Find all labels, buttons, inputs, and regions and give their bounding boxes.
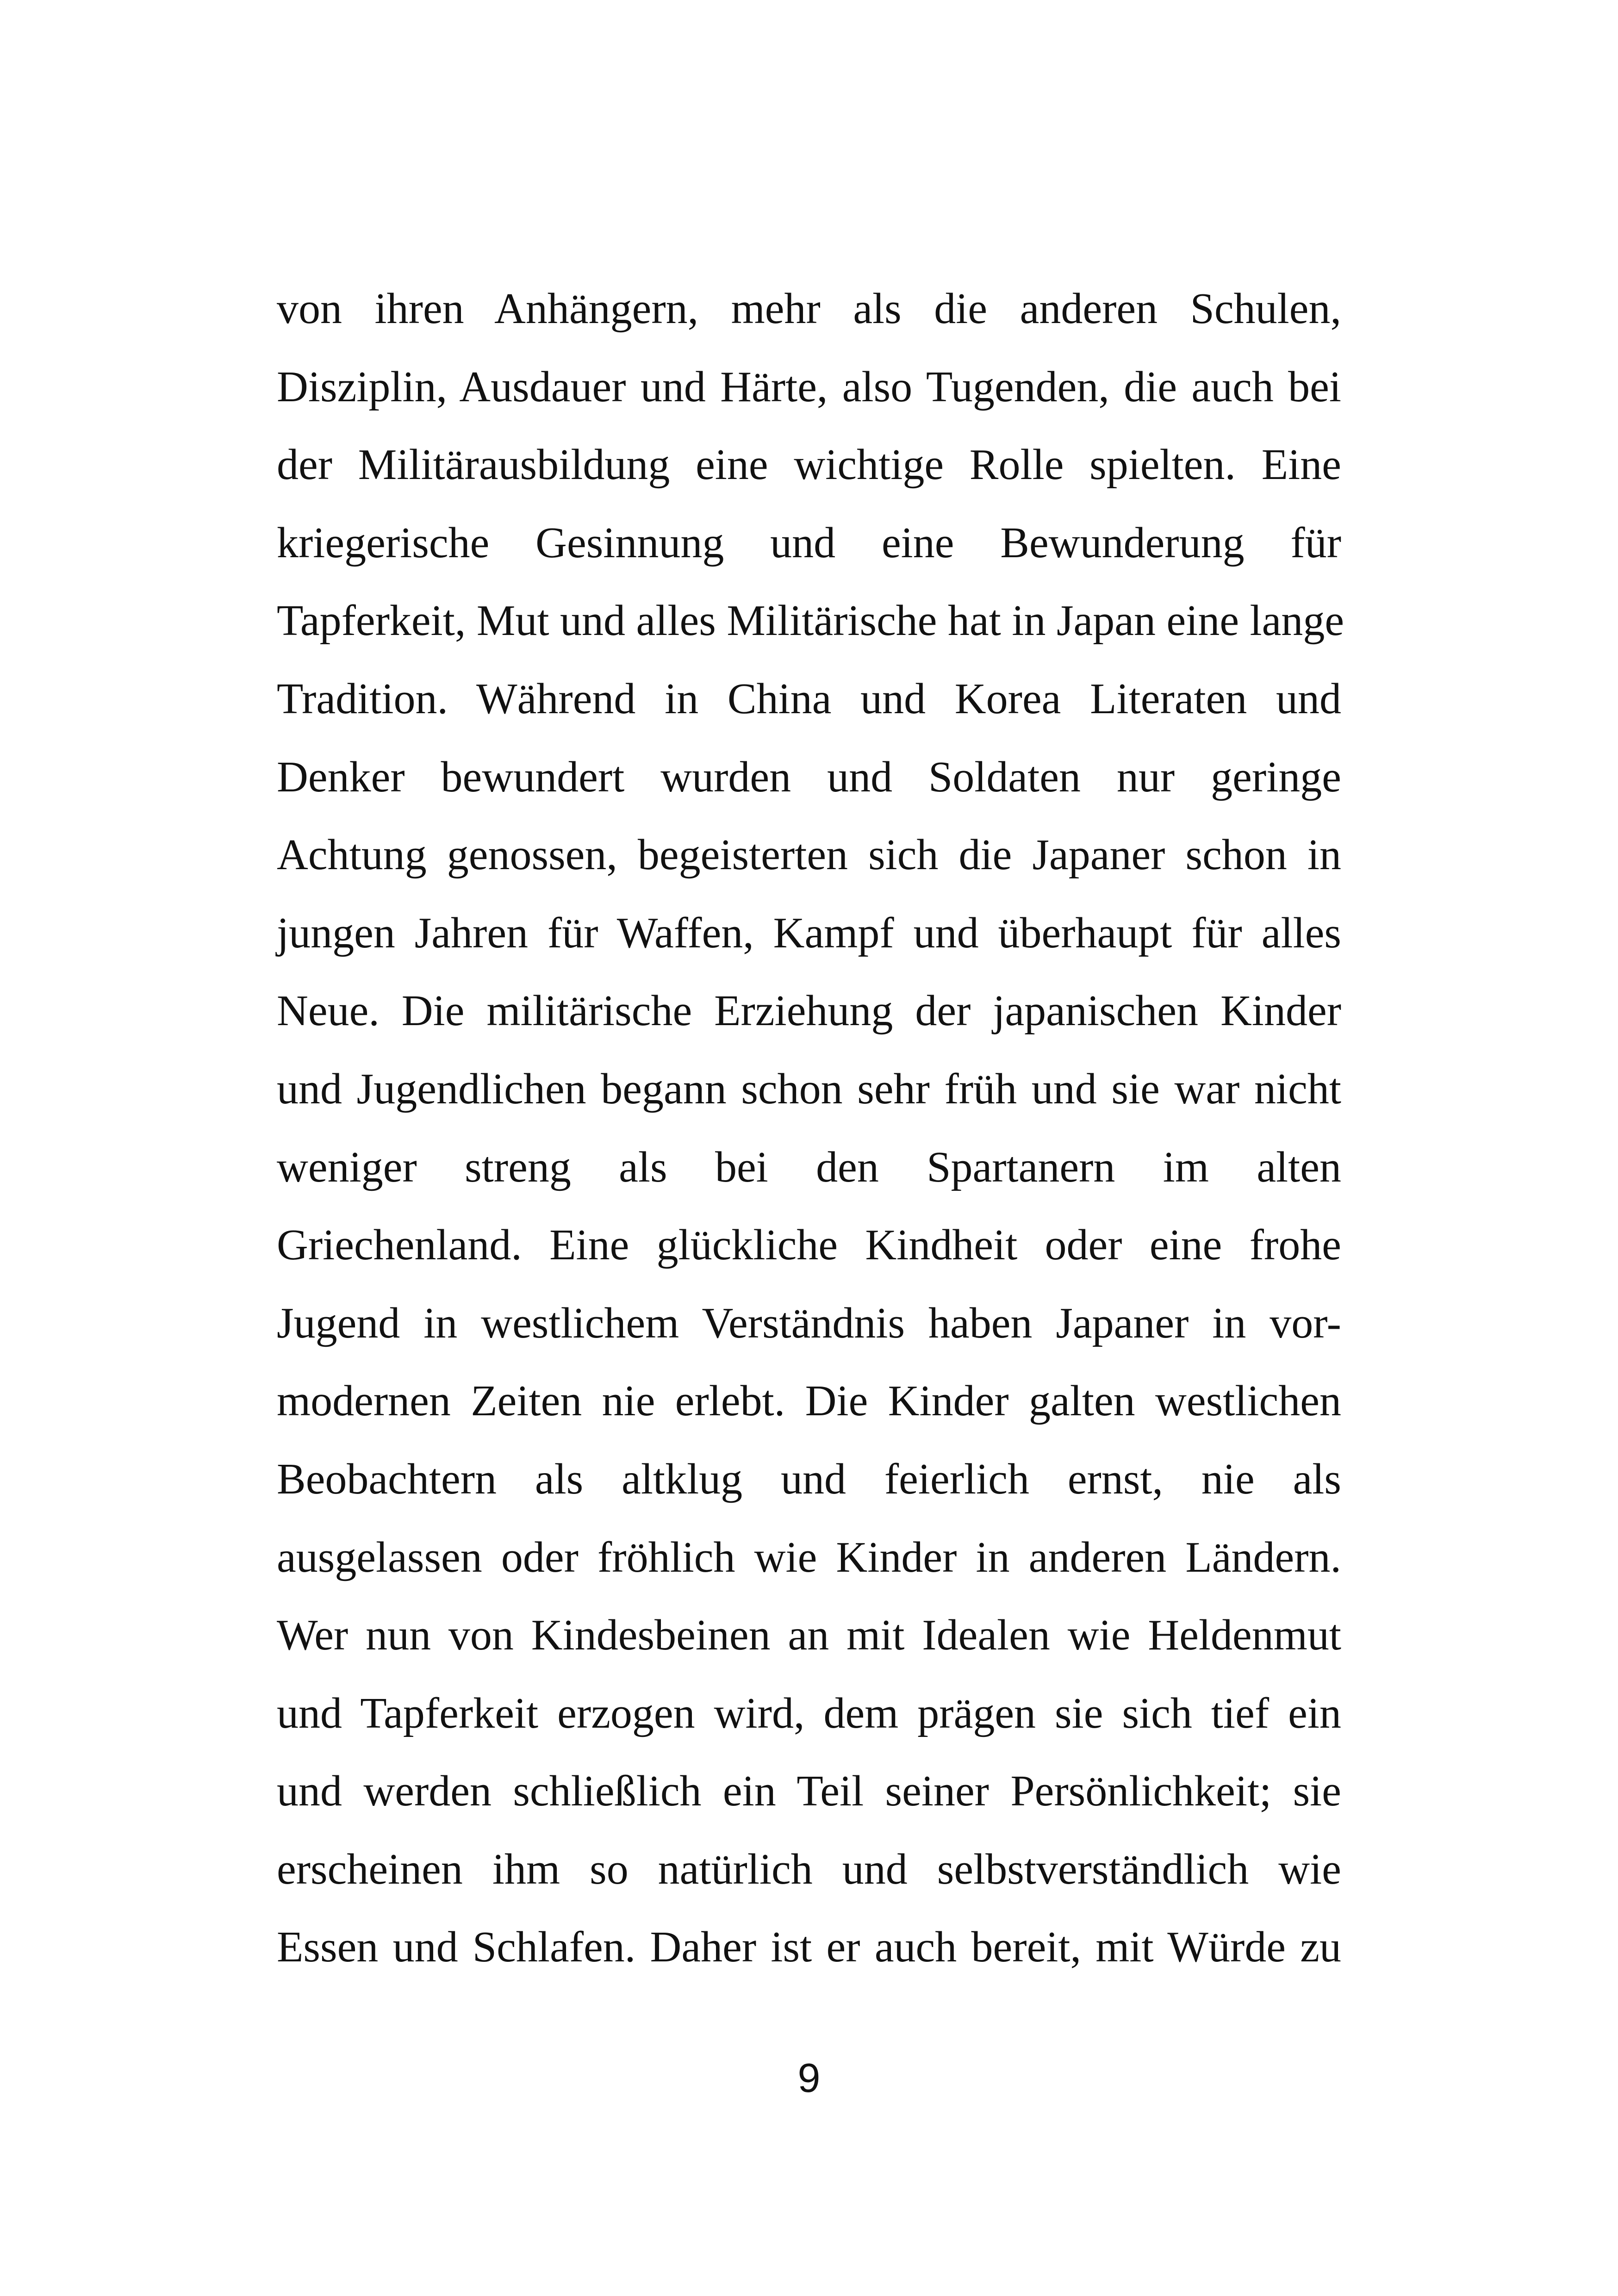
text-line: Denker bewundert wurden und Soldaten nur geringe — [277, 753, 1341, 801]
text-line: und werden schließlich ein Teil seiner Persönlichkeit; sie — [277, 1767, 1341, 1816]
text-line: und Jugendlichen begann schon sehr früh und sie war nicht — [277, 1064, 1341, 1113]
text-line: ausgelassen oder fröhlich wie Kinder in anderen Ländern. — [277, 1533, 1341, 1581]
text-line: weniger streng als bei den Spartanern im alten — [277, 1143, 1341, 1191]
text-line: Wer nun von Kindesbeinen an mit Idealen wie Heldenmut — [277, 1611, 1341, 1660]
text-line: erscheinen ihm so natürlich und selbstverständlich wie — [277, 1845, 1341, 1893]
text-line: jungen Jahren für Waffen, Kampf und überhaupt für alles — [277, 908, 1341, 957]
text-line: Achtung genossen, begeisterten sich die Japaner schon in — [277, 831, 1341, 879]
text-line: Tradition. Während in China und Korea Literaten und — [277, 674, 1341, 723]
text-line: kriegerische Gesinnung und eine Bewunderung für — [277, 518, 1341, 567]
text-line: Tapferkeit, Mut und alles Militärische hat in Japan eine lange — [277, 597, 1344, 645]
text-line: und Tapferkeit erzogen wird, dem prägen sie sich tief ein — [277, 1689, 1341, 1737]
text-line: der Militärausbildung eine wichtige Rolle spielten. Eine — [277, 441, 1341, 489]
text-line: Jugend in westlichem Verständnis haben Japaner in vor- — [277, 1299, 1341, 1347]
text-line: Neue. Die militärische Erziehung der japanischen Kinder — [277, 987, 1341, 1035]
text-line: Griechenland. Eine glückliche Kindheit oder eine frohe — [277, 1221, 1341, 1269]
text-line: Beobachtern als altklug und feierlich ernst, nie als — [277, 1455, 1341, 1503]
text-line: modernen Zeiten nie erlebt. Die Kinder galten westlichen — [277, 1377, 1341, 1425]
text-line: Disziplin, Ausdauer und Härte, also Tugenden, die auch bei — [277, 362, 1341, 411]
body-text — [277, 270, 1344, 1986]
text-line: von ihren Anhängern, mehr als die anderen Schulen, — [277, 285, 1341, 333]
page-number: 9 — [797, 2055, 821, 2101]
text-line: Essen und Schlafen. Daher ist er auch bereit, mit Würde zu — [277, 1923, 1341, 1972]
